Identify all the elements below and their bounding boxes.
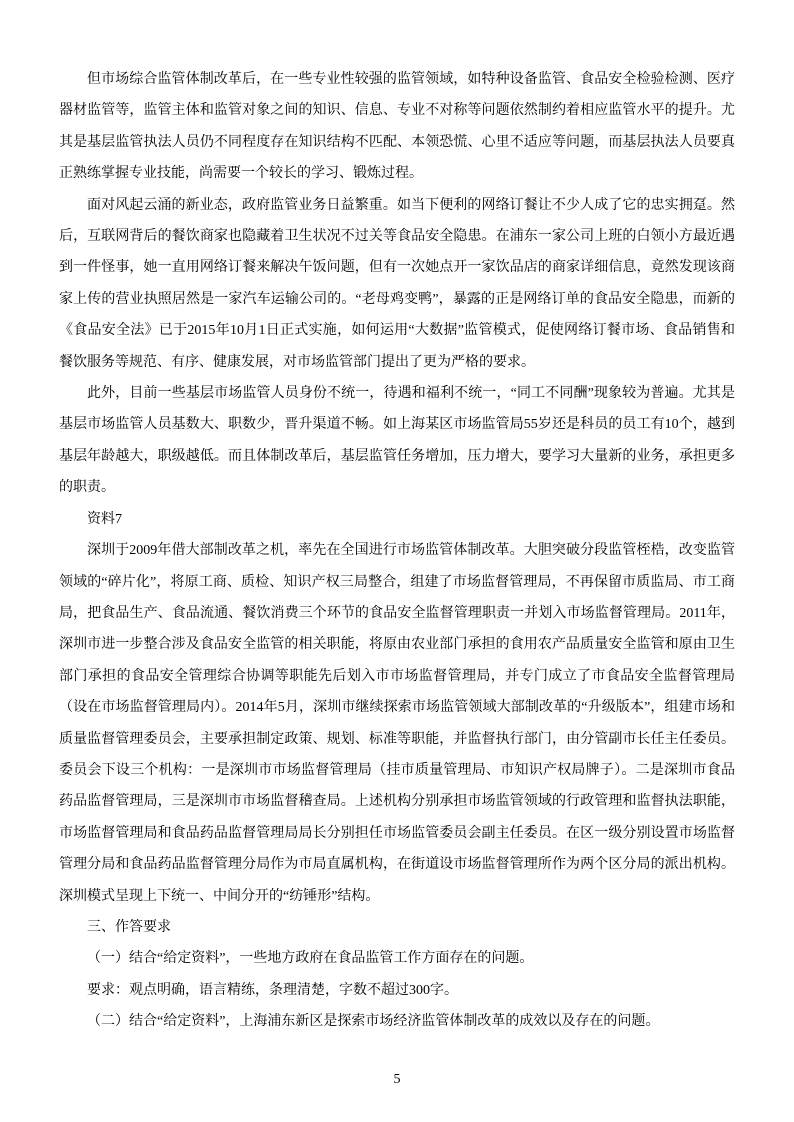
- paragraph-new-business-online-food: 面对风起云涌的新业态，政府监管业务日益繁重。如当下便利的网络订餐让不少人成了它的忠实拥趸。然后，互联网背后的餐饮商家也隐藏着卫生状况不过关等食品安全隐患。在浦东一家公司上班的白领小方最近遇到一件怪事，她一直用网络订餐来解决午饭问题，但有一次她点开一家饮品店的商家详细信息，竟然发现该商家上传的营业执照居然是一家汽车运输公司的。“老母鸡变鸭”，暴露的正是网络订单的食品安全隐患，而新的《食品安全法》已于2015年10月1日正式实施，如何运用“大数据”监管模式，促使网络订餐市场、食品销售和餐饮服务等规范、有序、健康发展，对市场监管部门提出了更为严格的要求。: [59, 197, 735, 370]
- page-number: 5: [393, 1072, 401, 1087]
- heading-answer-requirements: 三、作答要求: [87, 919, 171, 935]
- paragraph-shenzhen-reform: 深圳于2009年借大部制改革之机，率先在全国进行市场监管体制改革。大胆突破分段监管桎梏，改变监管领域的“碎片化”，将原工商、质检、知识产权三局整合，组建了市场监督管理局，不再保留市质监局、市工商局，把食品生产、食品流通、餐饮消费三个环节的食品安全监督管理职责一并划入市场监督管理局。2011年，深圳市进一步整合涉及食品安全监管的相关职能，将原由农业部门承担的食用农产品质量安全监管和原由卫生部门承担的食品安全管理综合协调等职能先后划入市市场监督管理局，并专门成立了市食品安全监督管理局（设在市场监督管理局内）。2014年5月，深圳市继续探索市场监管领域大部制改革的“升级版本”，组建市场和质量监督管理委员会，主要承担制定政策、规划、标准等职能，并监督执行部门，由分管副市长任主任委员。委员会下设三个机构：一是深圳市市场监督管理局（挂市质量管理局、市知识产权局牌子）。二是深圳市食品药品监督管理局，三是深圳市市场监督稽查局。上述机构分别承担市场监管领域的行政管理和监督执法职能，市场监督管理局和食品药品监督管理局局长分别担任市场监管委员会副主任委员。在区一级分别设置市场监督管理分局和食品药品监督管理分局作为市局直属机构，在街道设市场监督管理所作为两个区分局的派出机构。深圳模式呈现上下统一、中间分开的“纺锤形”结构。: [59, 543, 735, 904]
- question-two: （二）结合“给定资料”，上海浦东新区是探索市场经济监管体制改革的成效以及存在的问题。: [87, 1014, 660, 1030]
- paragraph-market-regulation-issues: 但市场综合监管体制改革后，在一些专业性较强的监管领域，如特种设备监管、食品安全检验检测、医疗器材监管等，监管主体和监管对象之间的知识、信息、专业不对称等问题依然制约着相应监管水平的提升。尤其是基层监管执法人员仍不同程度存在知识结构不匹配、本领恐慌、心里不适应等问题，而基层执法人员要真正熟练掌握专业技能，尚需要一个较长的学习、锻炼过程。: [59, 72, 735, 182]
- document-body: [59, 64, 735, 1038]
- question-one: （一）结合“给定资料”，一些地方政府在食品监管工作方面存在的问题。: [87, 951, 534, 967]
- paragraph-grassroots-staff-issues: 此外，目前一些基层市场监管人员身份不统一，待遇和福利不统一，“同工不同酬”现象较为普遍。尤其是基层市场监管人员基数大、职数少，晋升渠道不畅。如上海某区市场监管局55岁还是科员的员工有10个，越到基层年龄越大，职级越低。而且体制改革后，基层监管任务增加，压力增大，要学习大量新的业务，承担更多的职责。: [59, 386, 735, 496]
- question-one-requirements: 要求：观点明确，语言精练，条理清楚，字数不超过300字。: [87, 982, 458, 998]
- label-material-7: 资料7: [87, 511, 122, 527]
